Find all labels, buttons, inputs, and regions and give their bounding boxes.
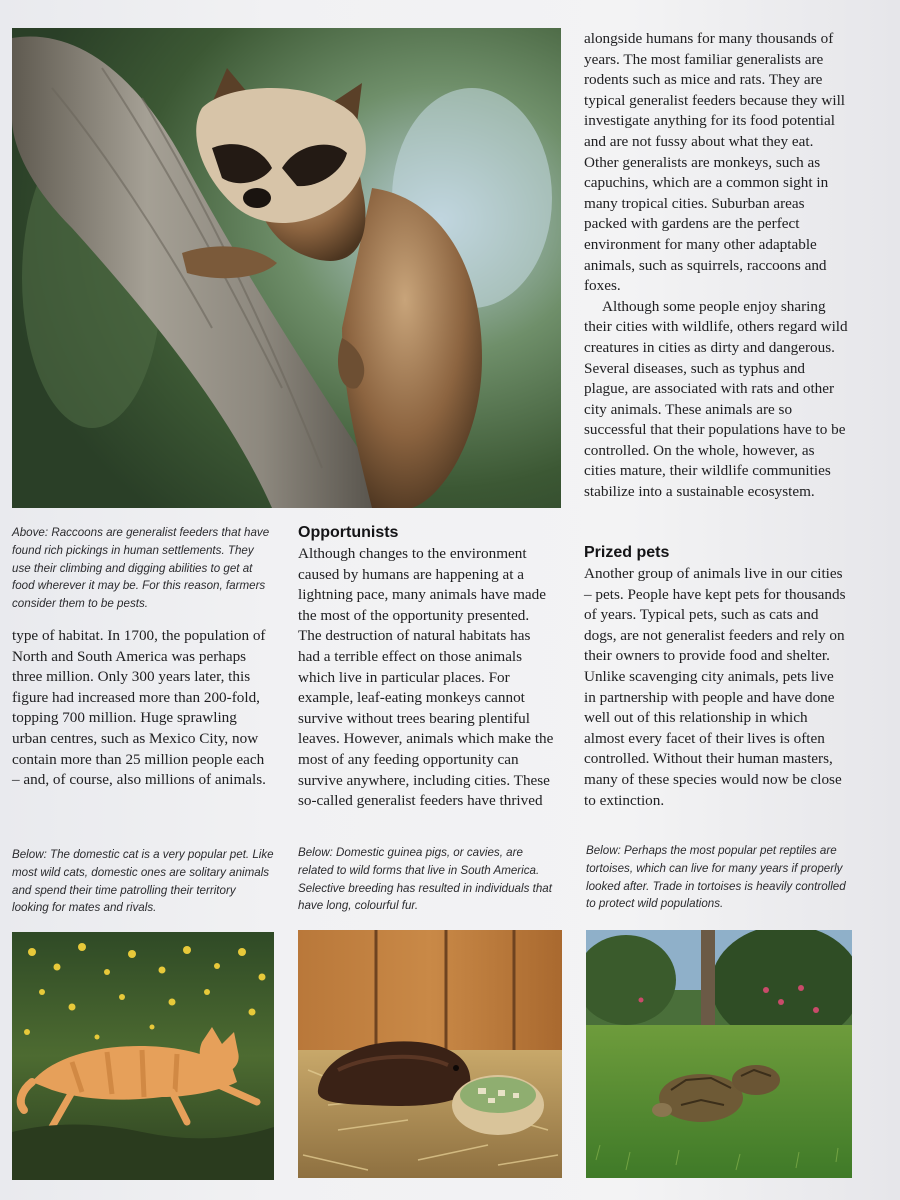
cat-caption: Below: The domestic cat is a very popular pet. Like most wild cats, domestic ones are solitary animals and spend their time patrolling their territory looking for mates and rivals. bbox=[12, 848, 274, 915]
raccoon-photo bbox=[12, 28, 561, 508]
column1-paragraph: type of habitat. In 1700, the population of North and South America was perhaps three million. Only 300 years later, this figure had increased more than 200-fold, topping 700 million. Huge sprawling urban centres, such as Mexico City, now contain more than 25 million people each – and, of course, also millions of animals. bbox=[12, 627, 266, 789]
column2-text bbox=[298, 544, 554, 812]
cat-photo bbox=[12, 932, 274, 1180]
column3-text-lower bbox=[584, 564, 848, 811]
column3-text bbox=[584, 29, 848, 503]
opportunists-heading: Opportunists bbox=[298, 524, 399, 541]
column2-paragraph: Although changes to the environment caused by humans are happening at a lightning pace, many animals have made the most of the opportunity presented. The destruction of natural habitats has had a terrible effect on those animals which live in particular places. For example, leaf-eating monkeys cannot survive without trees bearing plentiful leaves. However, animals which make the most of any feeding opportunity can survive anywhere, including cities. These so-called generalist feeders have thrived bbox=[298, 545, 554, 810]
guinea-pig-photo bbox=[298, 930, 562, 1178]
column3-paragraph-2: Although some people enjoy sharing their cities with wildlife, others regard wild creatures in cities as dirty and dangerous. Several diseases, such as typhus and plague, are associated with rats and other city animals. These animals are so successful that their populations have to be controlled. On the whole, however, as cities mature, their wildlife communities stabilize into a sustainable ecosystem. bbox=[584, 297, 848, 501]
column3-paragraph-1: alongside humans for many thousands of years. The most familiar generalists are rodents such as mice and rats. They are typical generalist feeders because they will investigate anything for its food potential and are not fussy about what they eat. Other generalists are monkeys, such as capuchins, which are a common sight in many tropical cities. Suburban areas packed with gardens are the perfect environment for many other adaptable animals, such as squirrels, raccoons and foxes. bbox=[584, 30, 846, 295]
prized-pets-heading: Prized pets bbox=[584, 544, 670, 561]
tortoise-caption: Below: Perhaps the most popular pet reptiles are tortoises, which can live for many years if properly looked after. Trade in tortoises is heavily controlled to protect wild populations. bbox=[586, 844, 846, 911]
raccoon-caption: Above: Raccoons are generalist feeders that have found rich pickings in human settlements. They use their climbing and digging abilities to get at food wherever it may be. For this reason, farmers consider them to be pests. bbox=[12, 526, 270, 611]
guinea-pig-caption: Below: Domestic guinea pigs, or cavies, are related to wild forms that live in South America. Selective breeding has resulted in individuals that have long, colourful fur. bbox=[298, 846, 552, 913]
column3-paragraph-3: Another group of animals live in our cities – pets. People have kept pets for thousands of years. Typical pets, such as cats and dogs, are not generalist feeders and rely on their owners to provide food and shelter. Unlike scavenging city animals, pets live in partnership with people and have done well out of this relationship in which almost every facet of their lives is often controlled. Without their human masters, many of these species would now be close to extinction. bbox=[584, 565, 846, 809]
tortoise-photo bbox=[586, 930, 852, 1178]
column1-text bbox=[12, 626, 274, 791]
